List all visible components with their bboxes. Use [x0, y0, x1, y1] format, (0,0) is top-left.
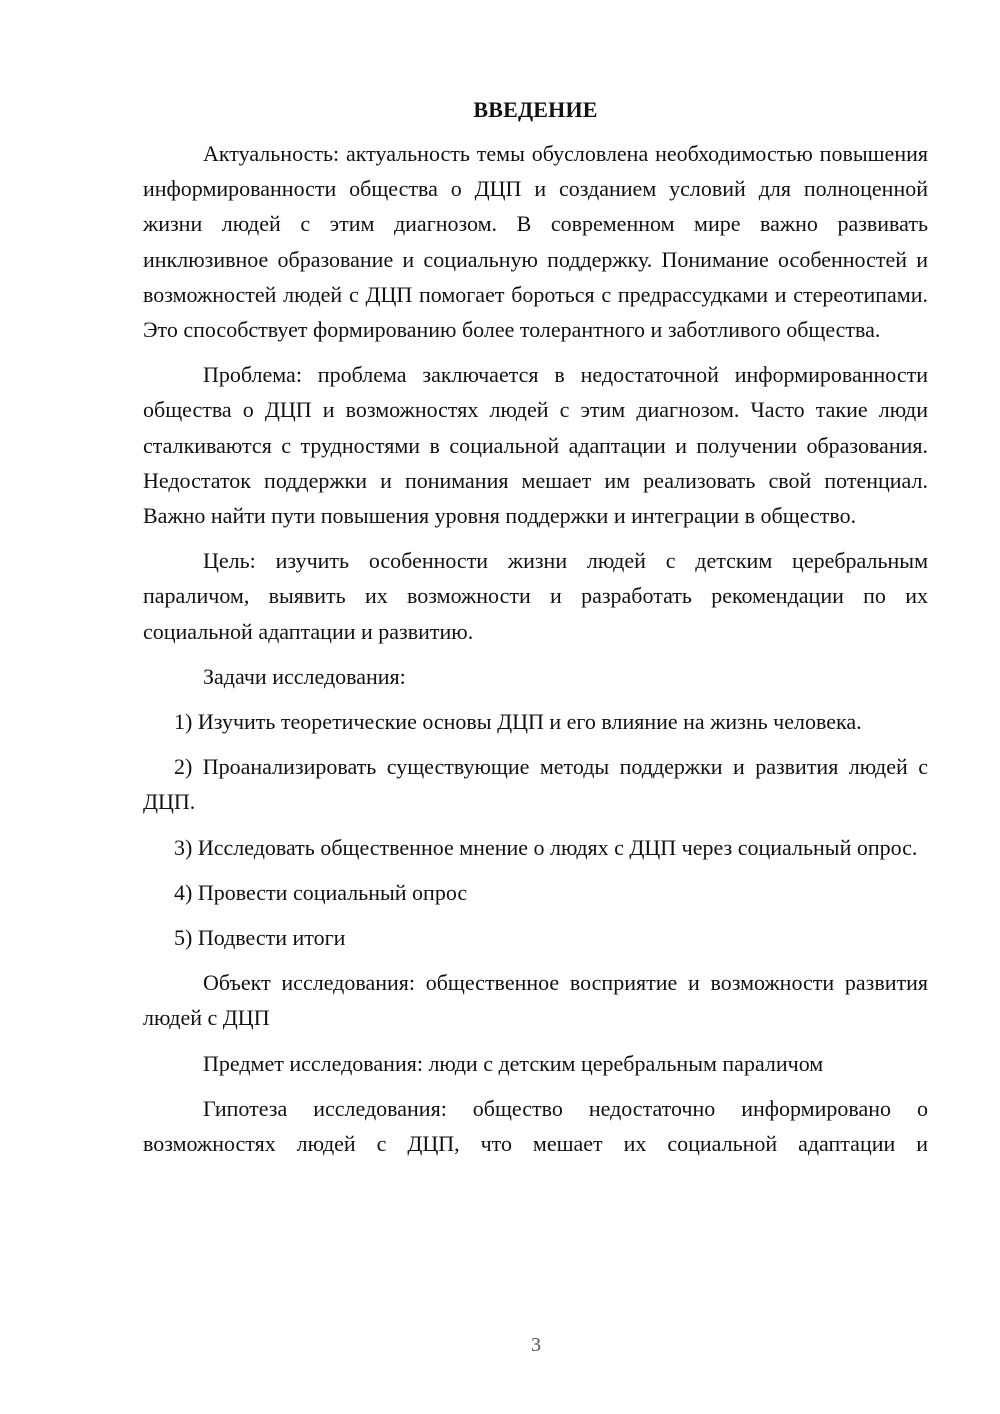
object-paragraph: Объект исследования: общественное восприятие и возможности развития людей с ДЦП: [143, 970, 928, 1031]
goal-paragraph: Цель: изучить особенности жизни людей с детским церебральным параличом, выявить их возможности и разработать рекомендации по их социальной адаптации и развитию.: [143, 548, 928, 644]
page-number: 3: [531, 1334, 541, 1356]
relevance-paragraph: Актуальность: актуальность темы обусловлена необходимостью повышения информированности общества о ДЦП и созданием условий для полноценной жизни людей с этим диагнозом. В современном мире важно развивать инклюзивное образование и социальную поддержку. Понимание особенностей и возможностей людей с ДЦП помогает бороться с предрассудками и стереотипами. Это способствует формированию более толерантного и заботливого общества.: [143, 141, 928, 343]
problem-paragraph: Проблема: проблема заключается в недостаточной информированности общества о ДЦП и возможностях людей с этим диагнозом. Часто такие люди сталкиваются с трудностями в социальной адаптации и получении образования. Недостаток поддержки и понимания мешает им реализовать свой потенциал. Важно найти пути повышения уровня поддержки и интеграции в общество.: [143, 362, 928, 529]
task-item-3: 3) Исследовать общественное мнение о людях с ДЦП через социальный опрос.: [174, 834, 918, 860]
task-item-4: 4) Провести социальный опрос: [174, 879, 468, 905]
tasks-heading: Задачи исследования:: [203, 663, 406, 689]
task-item-1: 1) Изучить теоретические основы ДЦП и его влияние на жизнь человека.: [174, 709, 862, 735]
task-item-2: 2) Проанализировать существующие методы поддержки и развития людей с ДЦП.: [143, 754, 928, 815]
subject-paragraph: Предмет исследования: люди с детским церебральным параличом: [203, 1050, 824, 1076]
page-content: [143, 92, 928, 1161]
hypothesis-paragraph: Гипотеза исследования: общество недостаточно информировано о возможностях людей с ДЦП, что мешает их социальной адаптации и: [143, 1095, 928, 1157]
section-title: ВВЕДЕНИЕ: [473, 97, 598, 122]
task-item-5: 5) Подвести итоги: [174, 925, 346, 951]
